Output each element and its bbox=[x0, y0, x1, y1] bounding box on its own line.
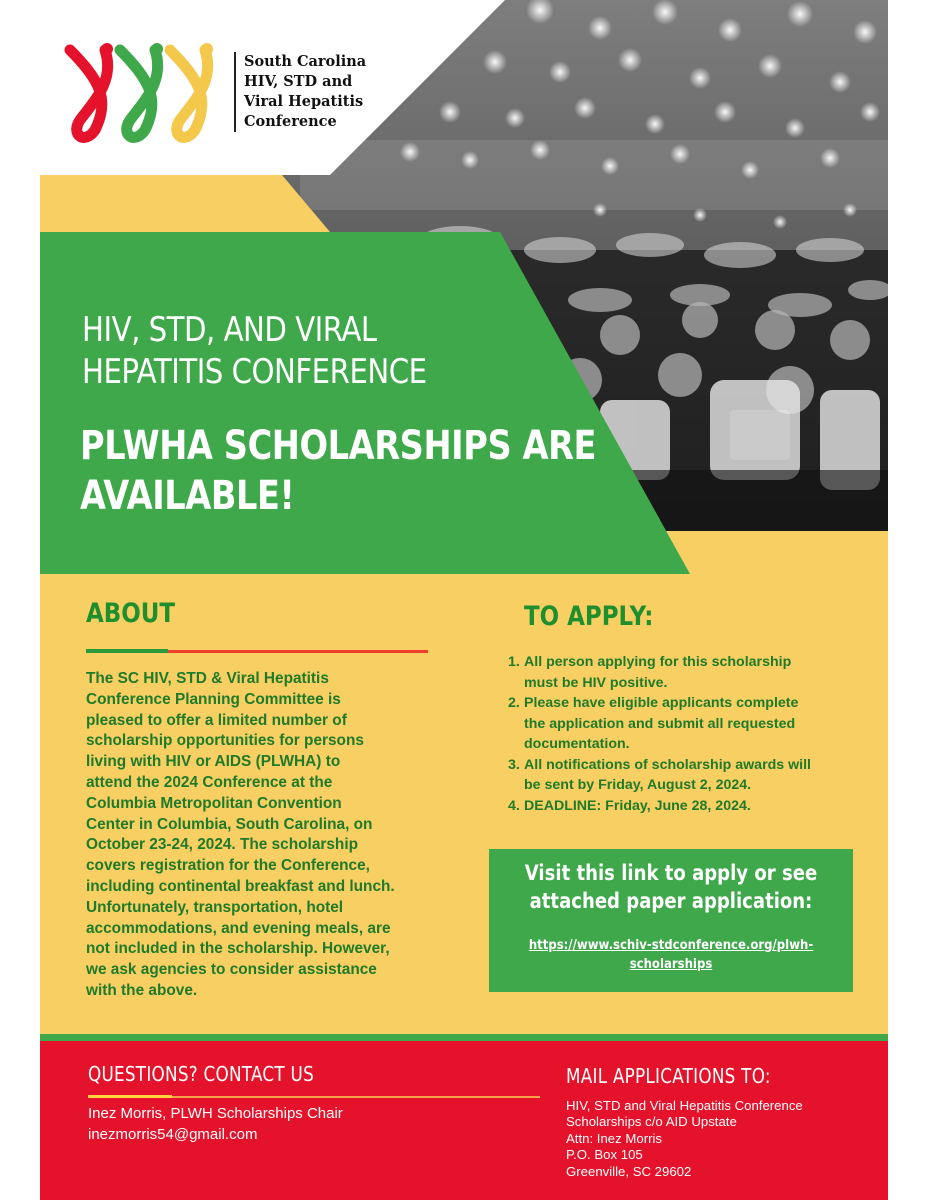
hero-subtitle bbox=[82, 309, 512, 393]
mail-address-line: Greenville, SC 29602 bbox=[566, 1163, 692, 1179]
org-name-line: Viral Hepatitis bbox=[244, 93, 364, 110]
contact-email[interactable]: inezmorris54@gmail.com bbox=[88, 1126, 258, 1143]
apply-link-heading-line: Visit this link to apply or see bbox=[524, 861, 818, 885]
link-text-line: scholarships bbox=[629, 957, 713, 972]
contact-name: Inez Morris, PLWH Scholarships Chair bbox=[88, 1105, 343, 1122]
organization-name bbox=[234, 52, 414, 132]
about-line: Unfortunately, transportation, hotel bbox=[86, 898, 344, 916]
hero-headline-line: PLWHA SCHOLARSHIPS ARE bbox=[80, 423, 597, 469]
apply-step-text: All notifications of scholarship awards will bbox=[524, 756, 811, 773]
about-line: Conference Planning Committee is bbox=[86, 690, 341, 708]
apply-step-text: documentation. bbox=[524, 736, 630, 752]
org-name-line: South Carolina bbox=[244, 53, 367, 70]
hero-subtitle-line: HIV, STD, AND VIRAL bbox=[82, 310, 377, 350]
mail-address-line: Attn: Inez Morris bbox=[566, 1130, 663, 1146]
hero-headline-line: AVAILABLE! bbox=[80, 473, 295, 519]
apply-heading: TO APPLY: bbox=[524, 601, 654, 632]
about-line: including continental breakfast and lunch. bbox=[86, 877, 395, 895]
about-line: accommodations, and evening meals, are bbox=[86, 919, 391, 937]
apply-step-number: 4. bbox=[508, 797, 520, 814]
apply-step-number: 2. bbox=[508, 695, 520, 711]
about-line: The SC HIV, STD & Viral Hepatitis bbox=[86, 670, 329, 687]
divider-strip bbox=[40, 1034, 888, 1041]
apply-link-box bbox=[489, 849, 853, 992]
hero-subtitle-line: HEPATITIS CONFERENCE bbox=[82, 352, 427, 392]
about-line: living with HIV or AIDS (PLWHA) to bbox=[86, 753, 341, 771]
apply-step-number: 3. bbox=[508, 756, 520, 773]
apply-step bbox=[508, 693, 848, 755]
apply-step-number: 1. bbox=[508, 654, 520, 670]
about-line: October 23-24, 2024. The scholarship bbox=[86, 836, 359, 854]
scholarship-application-link[interactable] bbox=[489, 936, 853, 974]
apply-step-text: must be HIV positive. bbox=[524, 674, 668, 691]
about-line: scholarship opportunities for persons bbox=[86, 732, 364, 750]
org-name-line: HIV, STD and bbox=[244, 73, 353, 90]
about-divider-accent bbox=[86, 649, 168, 653]
apply-step-text: the application and submit all requested bbox=[524, 715, 796, 732]
mail-address-line: P.O. Box 105 bbox=[566, 1147, 643, 1163]
mail-address-line: Scholarships c/o AID Upstate bbox=[566, 1114, 737, 1130]
about-line: not included in the scholarship. However, bbox=[86, 940, 390, 958]
mail-address bbox=[566, 1098, 866, 1180]
org-name-line: Conference bbox=[244, 113, 337, 130]
about-line: with the above. bbox=[86, 981, 198, 999]
mail-address-line: HIV, STD and Viral Hepatitis Conference bbox=[566, 1098, 803, 1113]
apply-step bbox=[508, 796, 848, 817]
about-line: Center in Columbia, South Carolina, on bbox=[86, 815, 373, 833]
hero-headline bbox=[80, 421, 600, 521]
about-line: pleased to offer a limited number of bbox=[86, 711, 347, 729]
mail-heading: MAIL APPLICATIONS TO: bbox=[566, 1064, 771, 1088]
contact-divider-accent bbox=[88, 1095, 172, 1098]
about-line: covers registration for the Conference, bbox=[86, 857, 370, 875]
about-line: we ask agencies to consider assistance bbox=[86, 961, 377, 979]
conference-ribbons-logo bbox=[60, 40, 228, 150]
apply-step bbox=[508, 755, 848, 796]
apply-step-text: be sent by Friday, August 2, 2024. bbox=[524, 777, 752, 793]
about-line: Columbia Metropolitan Convention bbox=[86, 794, 342, 812]
apply-link-heading-line: attached paper application: bbox=[529, 889, 813, 913]
about-body bbox=[86, 669, 446, 1002]
apply-steps-list bbox=[508, 652, 848, 816]
apply-step-text: DEADLINE: Friday, June 28, 2024. bbox=[524, 797, 751, 814]
about-line: attend the 2024 Conference at the bbox=[86, 773, 333, 791]
contact-heading: QUESTIONS? CONTACT US bbox=[88, 1062, 314, 1086]
apply-step bbox=[508, 652, 848, 693]
apply-step-text: Please have eligible applicants complete bbox=[524, 695, 799, 711]
apply-link-heading bbox=[489, 859, 853, 915]
about-heading: ABOUT bbox=[86, 598, 176, 629]
link-text-line: https://www.schiv-stdconference.org/plwh- bbox=[528, 938, 814, 953]
apply-step-text: All person applying for this scholarship bbox=[524, 654, 792, 670]
